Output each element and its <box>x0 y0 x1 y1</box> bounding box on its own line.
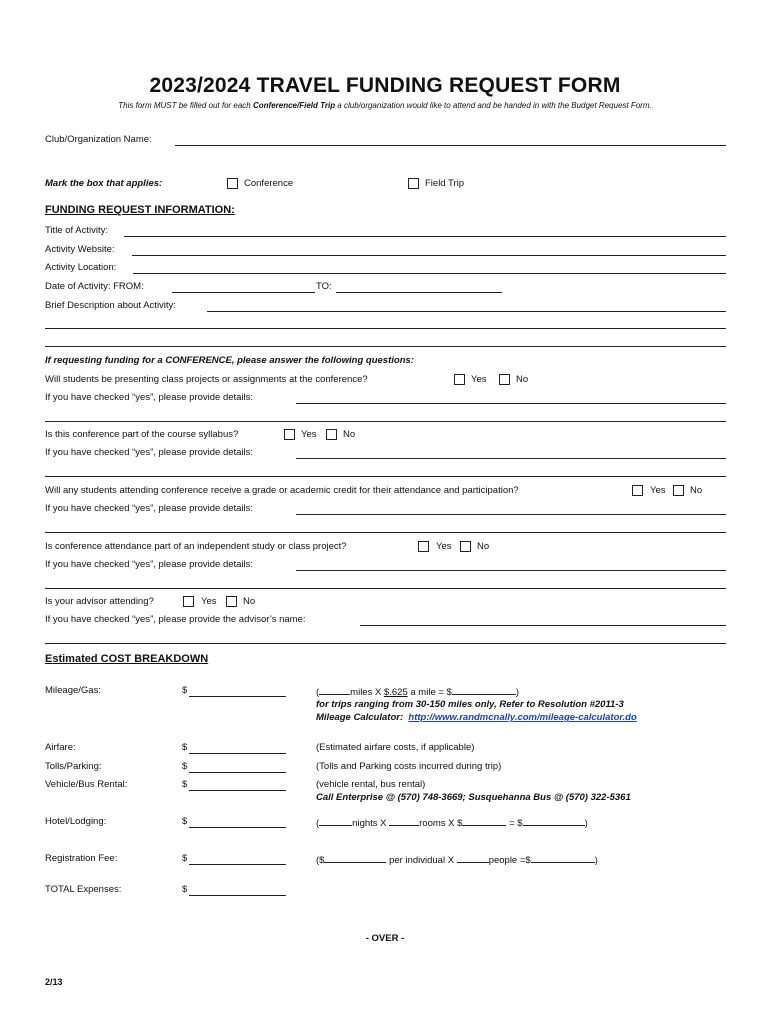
hotel-paren-open: ( <box>316 818 320 829</box>
vehicle-amount-field[interactable] <box>189 790 286 791</box>
question-credit: Will any students attending conference receive a grade or academic credit for their attendance and participation? <box>45 485 519 496</box>
question-syllabus: Is this conference part of the course syllabus? <box>45 429 239 440</box>
rooms-blank[interactable] <box>389 816 419 826</box>
registration-paren-open: ($ <box>316 855 325 866</box>
q4-details-line-2[interactable] <box>45 588 726 589</box>
airfare-dollar: $ <box>182 742 188 753</box>
q1-details-field[interactable] <box>296 403 726 404</box>
q3-no-label: No <box>690 485 703 496</box>
mileage-calculator-link[interactable]: http://www.randmcnally.com/mileage-calculator.do <box>408 712 637 723</box>
mileage-calculator-label: Mileage Calculator: <box>316 712 404 723</box>
activity-date-from-label: Date of Activity: FROM: <box>45 281 144 292</box>
q1-details-label: If you have checked “yes”, please provide details: <box>45 392 254 403</box>
registration-amount-field[interactable] <box>189 864 286 865</box>
question-presenting: Will students be presenting class projects or assignments at the conference? <box>45 374 368 385</box>
activity-description-label: Brief Description about Activity: <box>45 300 176 311</box>
activity-location-field[interactable] <box>133 273 726 274</box>
mileage-rate: $.625 <box>383 687 408 698</box>
field-trip-option-label: Field Trip <box>425 178 465 189</box>
mileage-miles-text: miles X <box>350 687 384 698</box>
mileage-paren-open: ( <box>316 687 320 698</box>
q3-details-label: If you have checked “yes”, please provide details: <box>45 503 254 514</box>
cost-section-heading: Estimated COST BREAKDOWN <box>45 653 209 665</box>
nights-blank[interactable] <box>319 816 352 826</box>
conference-option-label: Conference <box>244 178 294 189</box>
funding-section-heading: FUNDING REQUEST INFORMATION: <box>45 204 235 216</box>
conference-section-heading: If requesting funding for a CONFERENCE, please answer the following questions: <box>45 355 414 366</box>
q2-no-label: No <box>343 429 356 440</box>
club-name-label: Club/Organization Name: <box>45 134 152 145</box>
q1-details-line-2[interactable] <box>45 421 726 422</box>
q1-no-checkbox[interactable] <box>499 374 510 385</box>
registration-paren-close: ) <box>594 855 598 866</box>
vehicle-note: (vehicle rental, bus rental) <box>316 779 426 790</box>
advisor-name-line-2[interactable] <box>45 643 726 644</box>
room-rate-blank[interactable] <box>462 816 506 826</box>
club-name-field[interactable] <box>175 145 726 146</box>
mileage-formula <box>316 685 519 698</box>
activity-website-field[interactable] <box>132 255 726 256</box>
q2-details-label: If you have checked “yes”, please provide details: <box>45 447 254 458</box>
hotel-dollar: $ <box>182 816 188 827</box>
airfare-label: Airfare: <box>45 742 76 753</box>
q2-details-line-2[interactable] <box>45 476 726 477</box>
activity-title-label: Title of Activity: <box>45 225 108 236</box>
q4-details-field[interactable] <box>296 570 726 571</box>
registration-rate-blank[interactable] <box>324 853 386 863</box>
q4-no-checkbox[interactable] <box>460 541 471 552</box>
mileage-note: for trips ranging from 30-150 miles only, Refer to Resolution #2011-3 <box>316 699 624 710</box>
activity-date-to-field[interactable] <box>336 292 502 293</box>
activity-date-from-field[interactable] <box>172 292 315 293</box>
q5-yes-label: Yes <box>201 596 217 607</box>
q3-details-field[interactable] <box>296 514 726 515</box>
total-dollar: $ <box>182 884 188 895</box>
subtitle-text-end: a club/organization would like to attend and be handed in with the Budget Request Form. <box>335 101 652 110</box>
registration-total-blank[interactable] <box>531 853 595 863</box>
mileage-equals-text: a mile = $ <box>407 687 452 698</box>
q5-no-label: No <box>243 596 256 607</box>
registration-per-text: per individual X <box>386 855 457 866</box>
vehicle-dollar: $ <box>182 779 188 790</box>
q1-no-label: No <box>516 374 529 385</box>
hotel-paren-close: ) <box>584 818 588 829</box>
question-advisor: Is your advisor attending? <box>45 596 154 607</box>
tolls-dollar: $ <box>182 761 188 772</box>
q4-yes-checkbox[interactable] <box>418 541 429 552</box>
total-label: TOTAL Expenses: <box>45 884 122 895</box>
hotel-nights-text: nights X <box>352 818 390 829</box>
registration-label: Registration Fee: <box>45 853 118 864</box>
registration-formula <box>316 853 598 866</box>
q4-yes-label: Yes <box>436 541 452 552</box>
miles-blank[interactable] <box>319 685 350 695</box>
mileage-dollar: $ <box>182 685 188 696</box>
q2-no-checkbox[interactable] <box>326 429 337 440</box>
q3-yes-checkbox[interactable] <box>632 485 643 496</box>
hotel-amount-field[interactable] <box>189 827 286 828</box>
q3-no-checkbox[interactable] <box>673 485 684 496</box>
over-indicator: - OVER - <box>365 933 405 944</box>
activity-website-label: Activity Website: <box>45 244 115 255</box>
mileage-calculator <box>316 712 637 723</box>
q2-yes-checkbox[interactable] <box>284 429 295 440</box>
page-subtitle <box>0 101 770 110</box>
registration-dollar: $ <box>182 853 188 864</box>
activity-location-label: Activity Location: <box>45 262 117 273</box>
q2-yes-label: Yes <box>301 429 317 440</box>
q5-yes-checkbox[interactable] <box>183 596 194 607</box>
page-number: 2/13 <box>45 977 63 987</box>
vehicle-contacts: Call Enterprise @ (570) 748-3669; Susquehanna Bus @ (570) 322-5361 <box>316 792 631 803</box>
q4-no-label: No <box>477 541 490 552</box>
tolls-label: Tolls/Parking: <box>45 761 102 772</box>
activity-description-line-3[interactable] <box>45 346 726 347</box>
vehicle-label: Vehicle/Bus Rental: <box>45 779 128 790</box>
q2-details-field[interactable] <box>296 458 726 459</box>
airfare-amount-field[interactable] <box>189 753 286 754</box>
hotel-rooms-text: rooms X $ <box>419 818 463 829</box>
activity-date-to-label: TO: <box>316 281 332 292</box>
tolls-amount-field[interactable] <box>189 772 286 773</box>
tolls-note: (Tolls and Parking costs incurred during trip) <box>316 761 502 772</box>
page-title: 2023/2024 TRAVEL FUNDING REQUEST FORM <box>149 74 621 97</box>
activity-description-field[interactable] <box>207 311 726 312</box>
subtitle-bold: Conference/Field Trip <box>252 101 336 110</box>
q1-yes-label: Yes <box>471 374 487 385</box>
mileage-label: Mileage/Gas: <box>45 685 101 696</box>
question-independent-study: Is conference attendance part of an independent study or class project? <box>45 541 347 552</box>
mileage-paren-close: ) <box>515 687 520 698</box>
activity-description-line-2[interactable] <box>45 328 726 329</box>
subtitle-text: This form MUST be filled out for each <box>118 101 253 110</box>
field-trip-checkbox[interactable] <box>408 178 419 189</box>
q5-no-checkbox[interactable] <box>226 596 237 607</box>
advisor-name-field[interactable] <box>360 625 726 626</box>
q3-yes-label: Yes <box>650 485 666 496</box>
registration-equals-text: people =$ <box>488 855 531 866</box>
activity-title-field[interactable] <box>124 236 726 237</box>
advisor-name-label: If you have checked “yes”, please provide the advisor’s name: <box>45 614 306 625</box>
q1-yes-checkbox[interactable] <box>454 374 465 385</box>
airfare-note: (Estimated airfare costs, if applicable) <box>316 742 475 753</box>
total-amount-field[interactable] <box>189 895 286 896</box>
people-blank[interactable] <box>457 853 489 863</box>
mileage-amount-field[interactable] <box>189 696 286 697</box>
hotel-equals-text: = $ <box>506 818 523 829</box>
q4-details-label: If you have checked “yes”, please provide details: <box>45 559 254 570</box>
mark-box-label: Mark the box that applies: <box>45 178 163 189</box>
hotel-total-blank[interactable] <box>523 816 585 826</box>
hotel-label: Hotel/Lodging: <box>45 816 107 827</box>
q3-details-line-2[interactable] <box>45 532 726 533</box>
mileage-total-blank[interactable] <box>452 685 516 695</box>
hotel-formula <box>316 816 588 829</box>
conference-checkbox[interactable] <box>227 178 238 189</box>
